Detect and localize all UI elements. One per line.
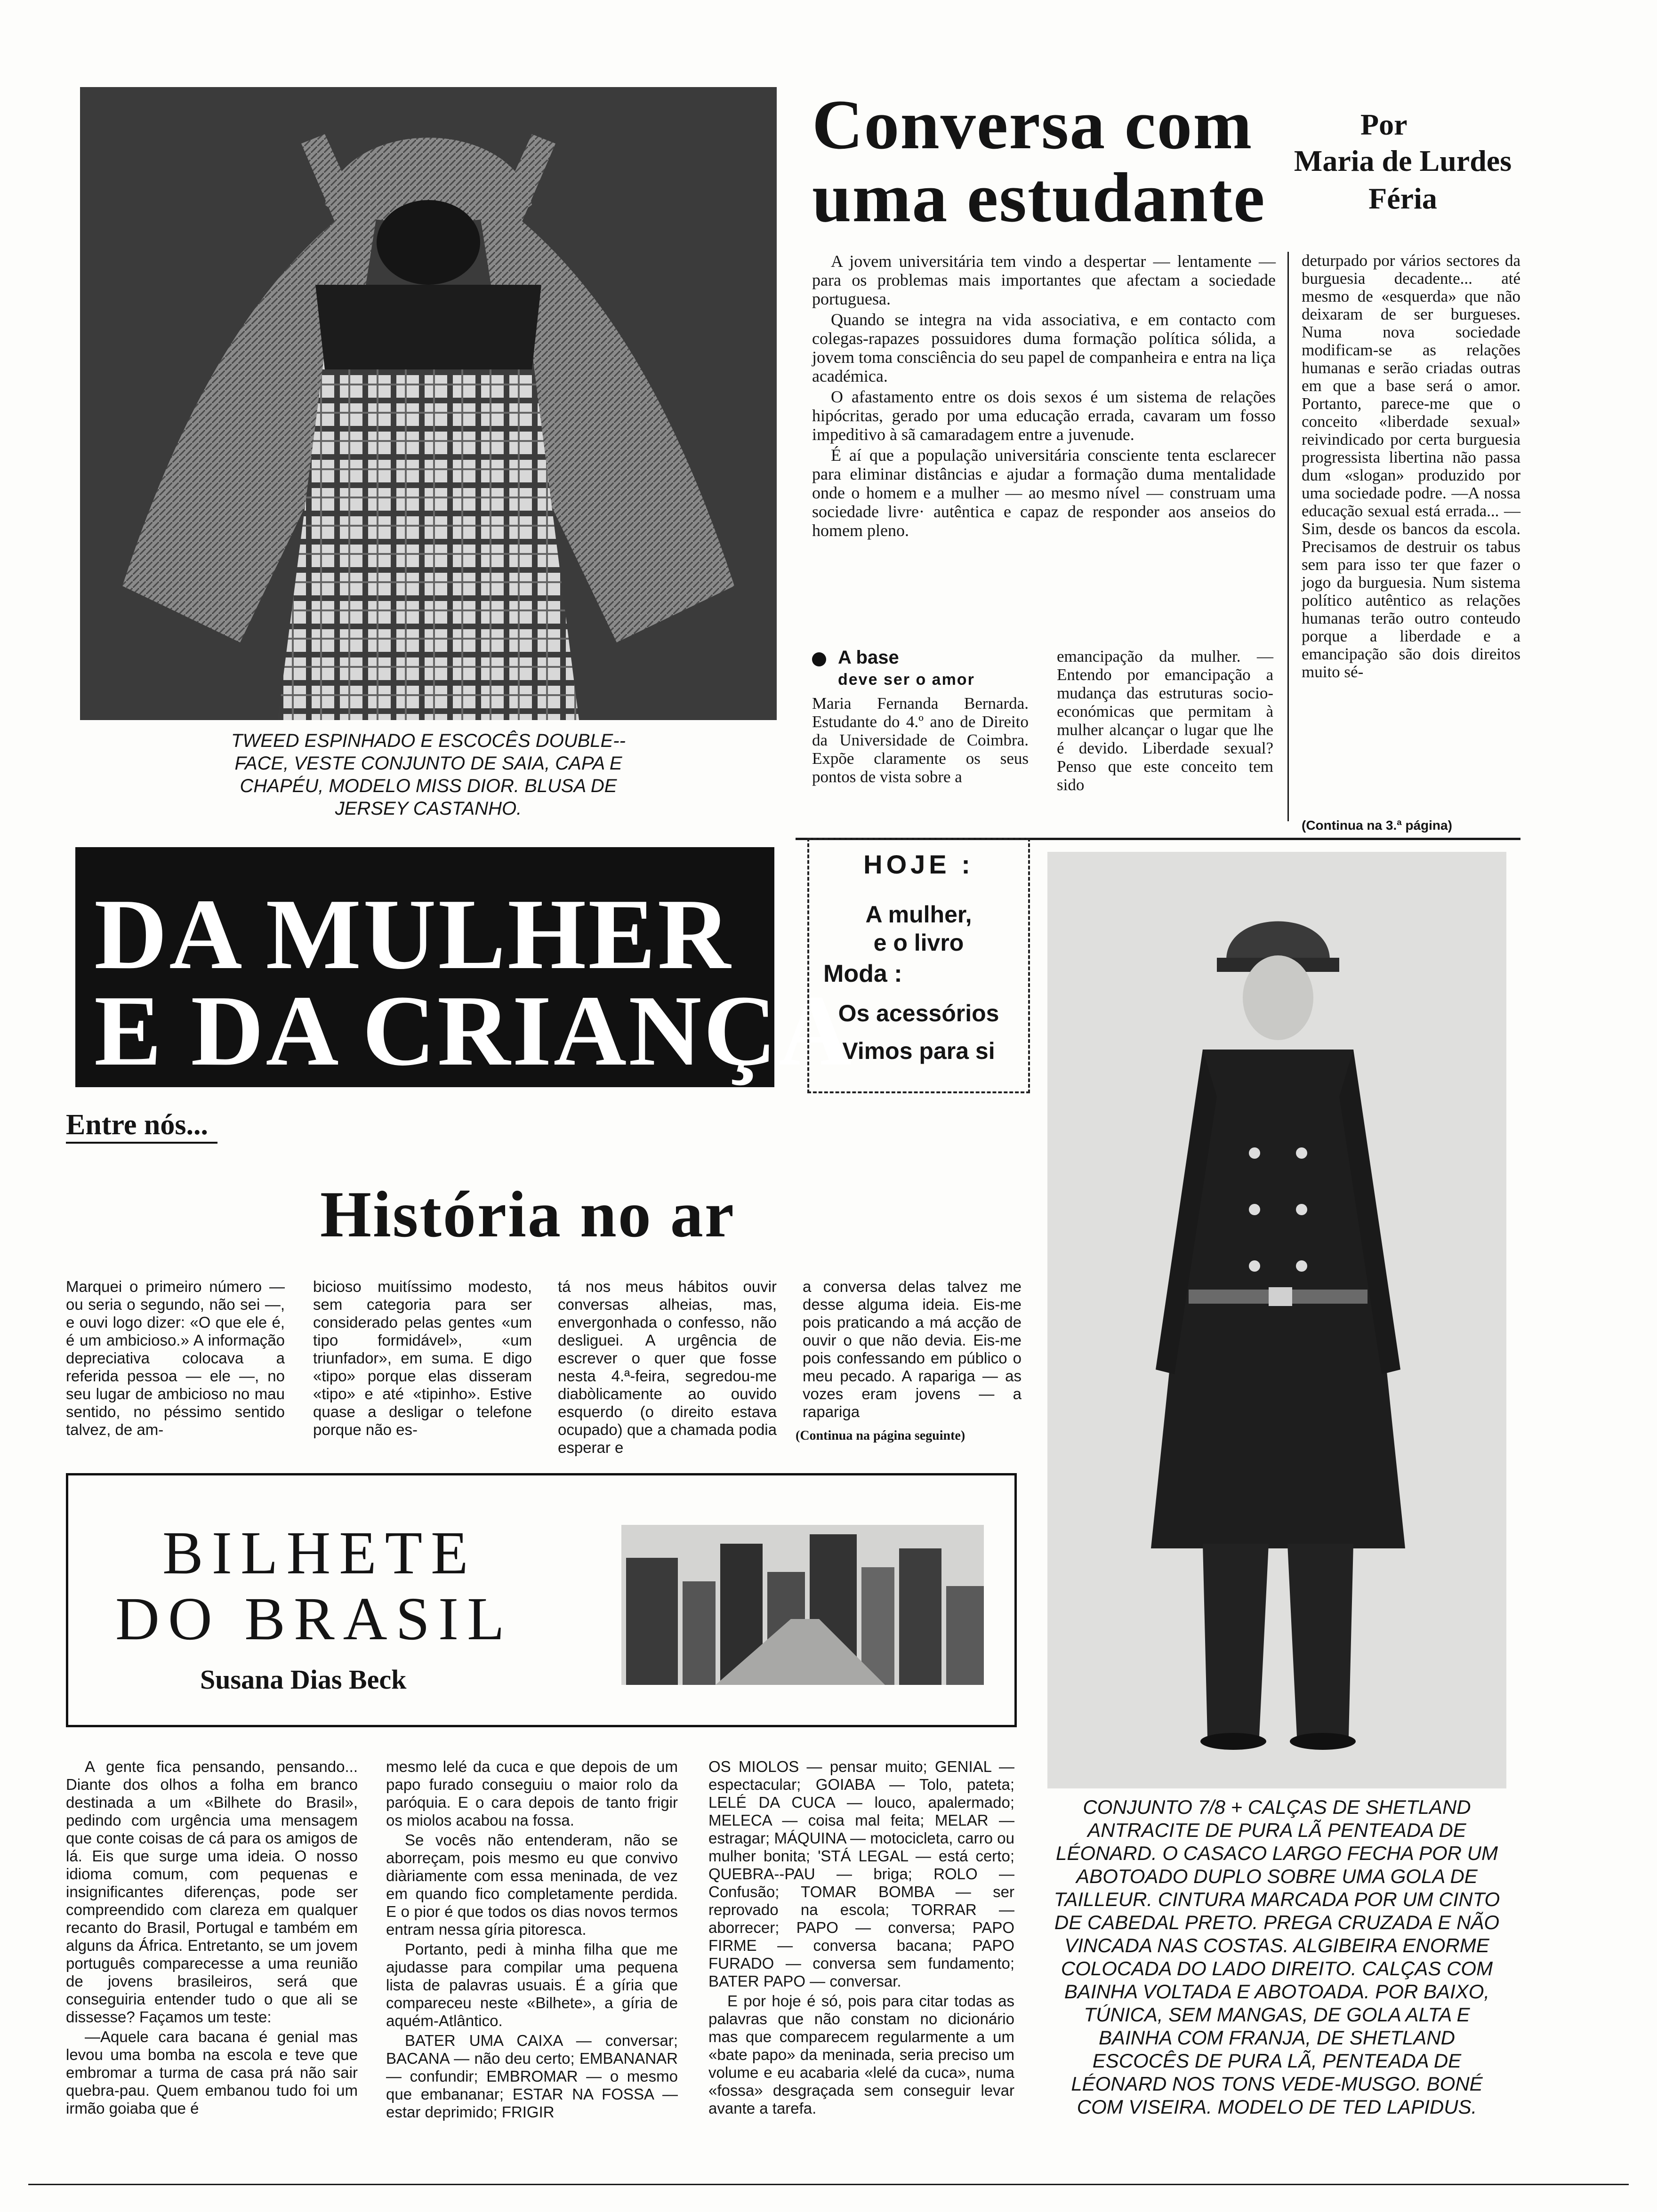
byline-name-line2: Féria [1368,182,1437,215]
article-title-line2: uma estudante [812,159,1266,237]
article-title-line1: Conversa com [812,86,1253,164]
bilhete-title-line2: DO BRASIL [115,1585,513,1653]
byline-por: Por [1360,108,1408,141]
bilhete-author: Susana Dias Beck [200,1664,407,1695]
hoje-item-moda: Moda : [823,960,902,987]
byline-name-line1: Maria de Lurdes [1294,144,1512,177]
photo-caption-tweed: TWEED ESPINHADO E ESCOCÊS DOUBLE--FACE, VESTE CONJUNTO DE SAIA, CAPA E CHAPÉU, MODELO MISS DIOR. BLUSA DE JERSEY CASTANHO. [231,730,626,819]
bilhete-title-line1: BILHETE [162,1519,477,1587]
bilhete-col2-p2: Se vocês não entenderam, não se aborreçam, pois mesmo eu que convivo diàriamente com essa meninada, de vez em quando fico completamente perdida. E o pior é que todos os dias novos termos entram nessa gíria pitoresca. [386,1831,678,1938]
bilhete-column-2 [386,1758,678,2144]
historia-column-2: bicioso muitíssimo modesto, sem categoria para ser considerado pelas gentes «um tipo formidável», «um triunfador», em suma. E digo «tipo» porque elas disseram «tipo» e até «tipinho». Estive quase a desligar o telefone porque não es- [313,1278,532,1438]
masthead-line2: E DA CRIANÇA [94,974,853,1087]
city-skyline-photo [621,1525,984,1685]
bilhete-col1-p1: A gente fica pensando, pensando... Diante dos olhos a folha em branco destinada a um «Bilhete do Brasil», pedindo com urgência uma mensagem que conte coisas de cá para os amigos de lá. Eis que surge uma ideia. O nosso idioma comum, com pequenas e insignificantes diferenças, pode ser compreendido com clareza em qualquer recanto do Brasil, Portugal e também em alguns da África. Entretanto, se um jovem português comparecesse a uma reunião de jovens brasileiros, será que conseguiria entender tudo o que ali se dissesse? Façamos um teste: [66,1758,358,2026]
section-masthead [75,847,853,1087]
bilhete-col1-p2: —Aquele cara bacana é genial mas levou uma bomba na escola e teve que embromar a turma de casa prá não sair quebra-pau. Quem embanou tudo foi um irmão goiaba que é [66,2028,358,2117]
historia-title: História no ar [320,1178,735,1251]
tweed-cape-illustration [80,87,777,720]
historia-column-1: Marquei o primeiro número — ou seria o segundo, não sei —, e ouvi logo dizer: «O que ele é, é um ambicioso.» A informação depreciativa colocava a referida pessoa — ele —, no seu lugar de ambicioso no mau sentido, no péssimo sentido talvez, de am- [66,1278,285,1438]
bullet-icon [812,652,826,666]
hoje-item-vimos: Vimos para si [842,1038,995,1064]
column-kicker: Entre nós... [66,1108,217,1144]
fashion-photo-tweed-cape [80,87,777,720]
column-divider [1287,252,1289,821]
article-column-a: Maria Fernanda Bernarda. Estudante do 4.º ano de Direito da Universidade de Coimbra. Expõe claramente os seus pontos de vista sobre a [812,694,1029,786]
historia-continua-note: (Continua na página seguinte) [796,1428,965,1443]
intro-paragraph-2: Quando se integra na vida associativa, e em contacto com colegas-rapazes possuidores duma formação política sólida, a jovem toma consciência do seu papel de companheira e entra na liça académica. [812,310,1276,385]
historia-column-4: a conversa delas talvez me desse alguma ideia. Eis-me pois praticando a má acção de ouvir o que não devia. Eis-me pois confessando em público o meu pecado. A rapariga — as vozes eram jovens — a rapariga [803,1278,1022,1420]
page-bottom-rule [28,2184,1629,2185]
article-intro [812,252,1276,633]
article-column-b: emancipação da mulher. — Entendo por emancipação a mudança das estruturas socio-económicas que permitam à mulher alcançar o lugar que lhe é devido. Liberdade sexual? Penso que este conceito tem sido [1057,647,1273,794]
bilhete-col3-p1: OS MIOLOS — pensar muito; GENIAL — espectacular; GOIABA — Tolo, pateta; LELÉ DA CUCA — louco, apalermado; MELECA — coisa mal feita; MELAR — estragar; MÁQUINA — motocicleta, carro ou mulher bonita; 'STÁ LEGAL — está certo; QUEBRA--PAU — briga; ROLO — Confusão; TOMAR BOMBA — ser reprovado na escola; TORRAR — aborrecer; PAPO — conversa; PAPO FIRME — conversa bacana; PAPO FURADO — conversa sem fundamento; BATER PAPO — conversar. [708,1758,1014,1990]
fashion-photo-coat [1047,852,1506,1788]
historia-column-3: tá nos meus hábitos ouvir conversas alheias, mas, envergonhada o confesso, não desliguei. A urgência de escrever o quer que fosse nesta 4.ª-feira, segredou-me diabòlicamente ao ouvido esquerdo (o direito estava ocupado) que a chamada podia esperar e [558,1278,777,1456]
hoje-item-acessorios: Os acessórios [838,1000,999,1026]
subhead-line2: deve ser o amor [838,671,975,689]
bilhete-col2-p4: BATER UMA CAIXA — conversar; BACANA — não deu certo; EMBANANAR — confundir; EMBROMAR — o mesmo que embananar; ESTAR NA FOSSA — estar deprimido; FRIGIR [386,2032,678,2121]
article-column-c: deturpado por vários sectores da burguesia decadente... até mesmo de «esquerda» que não deixaram de ser burgueses. Numa nova sociedade modificam-se as relações humanas e serão criadas outras em que a base será o amor. Portanto, parece-me que o conceito «liberdade sexual» reivindicado por certa burguesia progressista libertina não passa dum «slogan» produzido por uma sociedade podre. —A nossa educação sexual está errada... — Sim, desde os bancos da escola. Precisamos de destruir os tabus sem para isso ter que fazer o jogo da burguesia. Num sistema político autêntico as relações humanas terão outro conteudo porque a liberdade e a emancipação são dois direitos muito sé- [1302,251,1520,681]
bilhete-col2-p3: Portanto, pedi à minha filha que me ajudasse para compilar uma pequena lista de palavras usuais. É a gíria que compareceu neste «Bilhete», a gíria de aquém-Atlântico. [386,1940,678,2029]
hoje-title: HOJE : [863,850,974,879]
intro-paragraph-4: É aí que a população universitária consciente tenta esclarecer para eliminar distâncias e ajudar a formação duma mentalidade onde o homem e a mulher — ao mesmo nível — construam uma sociedade livre· autêntica e capaz de responder aos anseios do homem pleno. [812,446,1276,540]
hoje-box [807,838,1030,1093]
hoje-item-livro: e o livro [873,930,964,956]
skyline-illustration [621,1525,984,1685]
subhead-line1: A base [838,647,899,668]
hoje-item-mulher: A mulher, [865,901,972,928]
photo-caption-coat: CONJUNTO 7/8 + CALÇAS DE SHETLAND ANTRACITE DE PURA LÃ PENTEADA DE LÉONARD. O CASACO LARGO FECHA POR UM ABOTOADO DUPLO SOBRE UMA GOLA DE TAILLEUR. CINTURA MARCADA POR UM CINTO DE CABEDAL PRETO. PREGA CRUZADA E NÃO VINCADA NAS COSTAS. ALGIBEIRA ENORME COLOCADA DO LADO DIREITO. CALÇAS COM BAINHA VOLTADA E ABOTOADA. POR BAIXO, TÚNICA, SEM MANGAS, DE GOLA ALTA E BAINHA COM FRANJA, DE SHETLAND ESCOCÊS DE PURA LÃ, PENTEADA DE LÉONARD NOS TONS VEDE-MUSGO. BONÉ COM VISEIRA. MODELO DE TED LAPIDUS. [1054,1796,1500,2118]
bilhete-box [66,1473,1017,1727]
article-continua-note: (Continua na 3.ª página) [1302,818,1452,833]
bilhete-col2-p1: mesmo lelé da cuca e que depois de um papo furado conseguiu o maior rolo da paróquia. E o cara depois de tanto frigir os miolos acabou na fossa. [386,1758,678,1829]
intro-paragraph-1: A jovem universitária tem vindo a despertar — lentamente — para os problemas mais importantes que afectam a sociedade portuguesa. [812,252,1276,308]
bilhete-col3-p2: E por hoje é só, pois para citar todas as palavras que não constam no dicionário mas que comparecem regularmente a um «bate papo» da meninada, seria preciso um volume e eu acabaria «lelé da cuca», numa «fossa» desgraçada sem conseguir levar avante a tarefa. [708,1992,1014,2117]
bilhete-column-3 [708,1758,1014,2144]
masthead-line1: DA MULHER [94,878,732,990]
bilhete-column-1 [66,1758,358,2144]
intro-paragraph-3: O afastamento entre os dois sexos é um sistema de relações hipócritas, gerado por uma educação errada, cavaram um fosso impeditivo à sã camaradagem entre a juvenude. [812,387,1276,444]
coat-illustration [1047,852,1506,1788]
